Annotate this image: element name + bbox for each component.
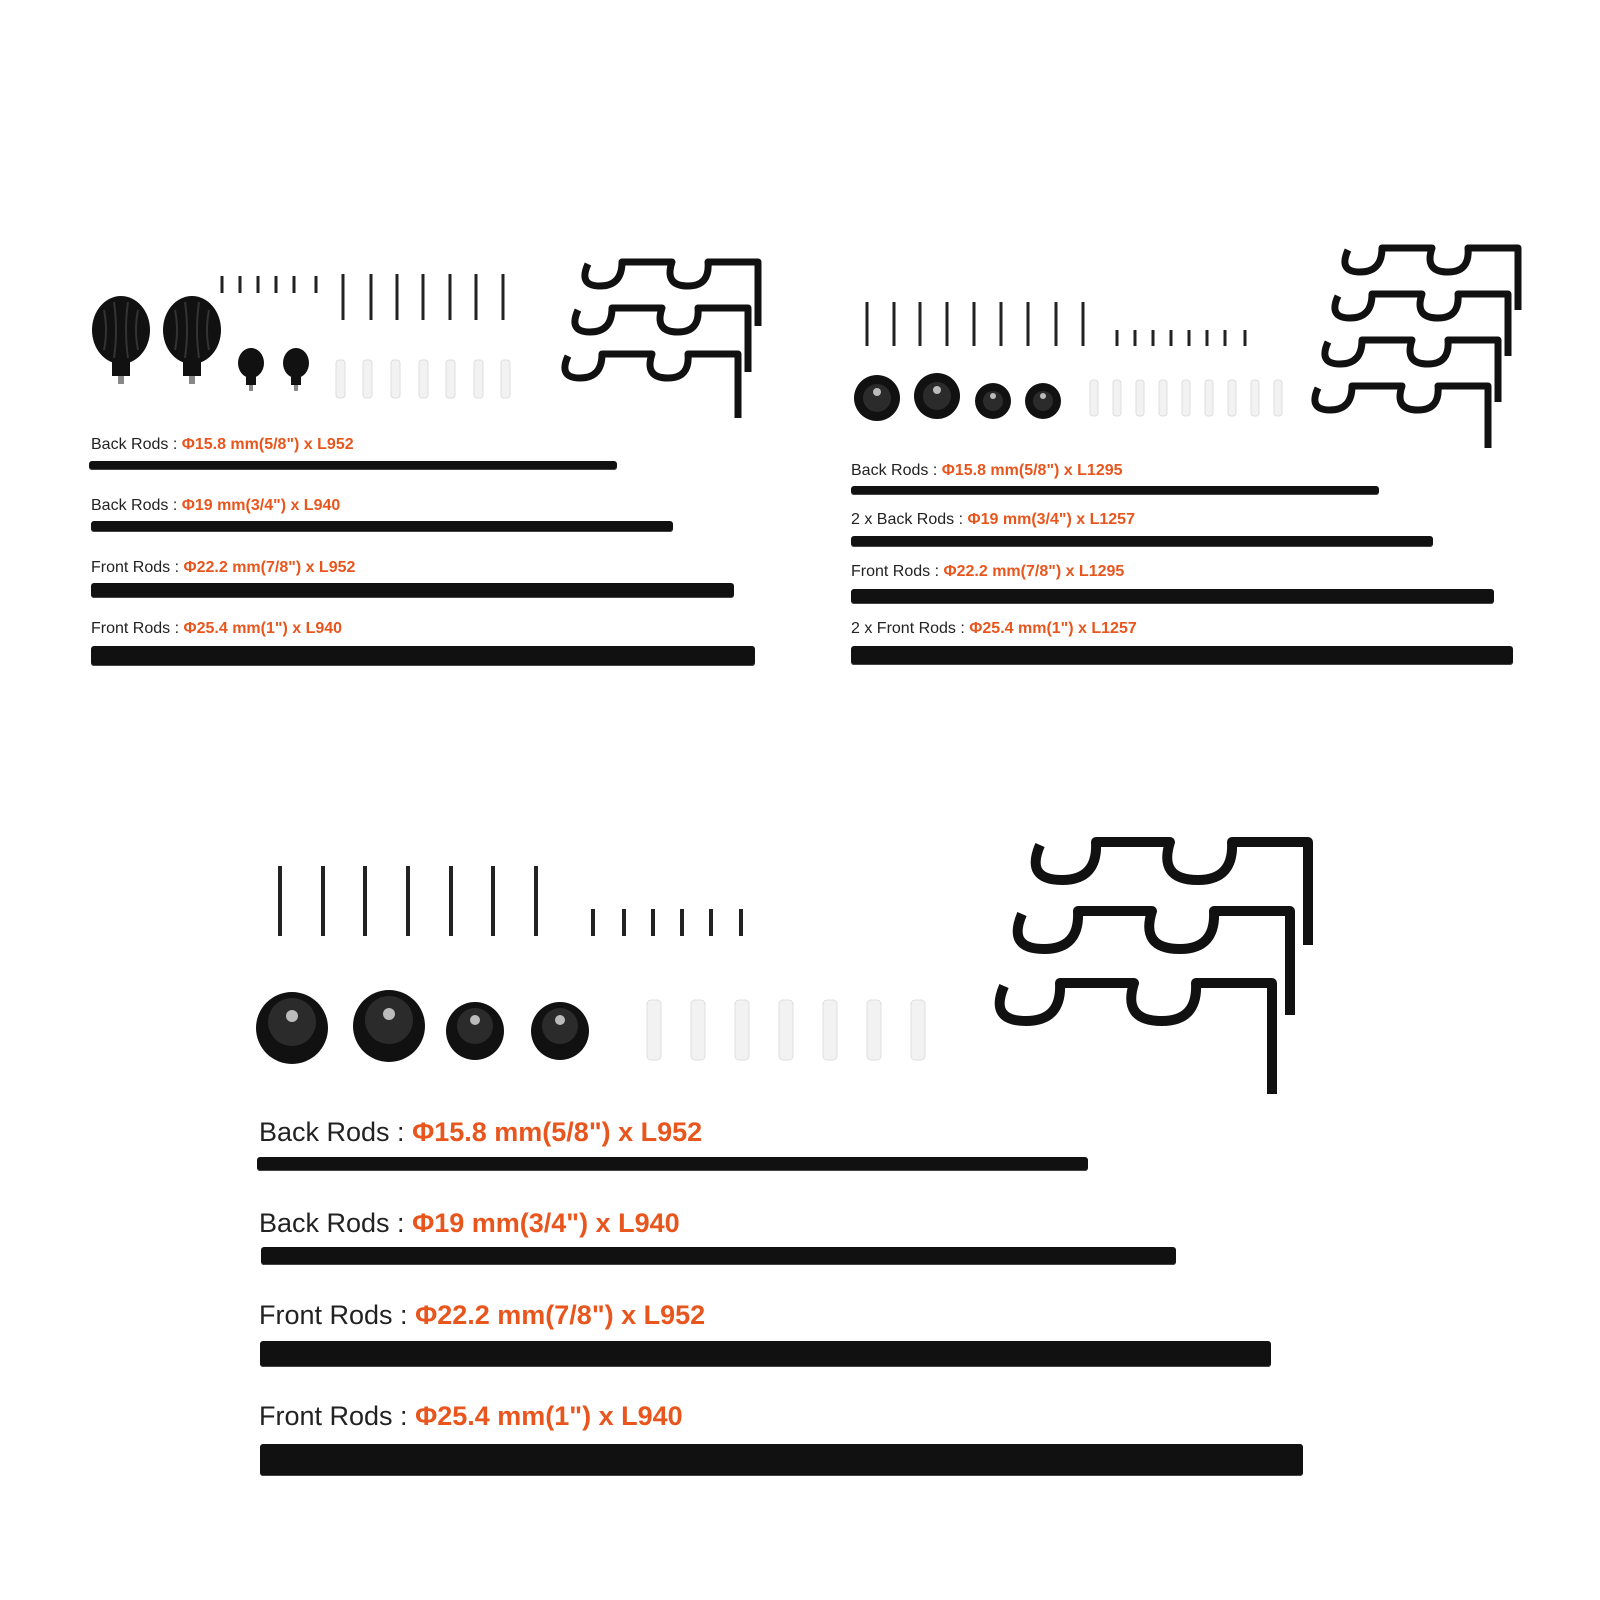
rod-bar (261, 1247, 1176, 1265)
rod-quantity-name: Back Rods : (259, 1208, 413, 1238)
rod-label (259, 1119, 702, 1146)
rod-quantity-name: Front Rods : (851, 563, 944, 580)
rod-quantity-name: Front Rods : (91, 559, 184, 576)
long-screws-icon (280, 866, 536, 936)
double-bracket-icon (1000, 842, 1308, 1094)
rod-spec: Φ15.8 mm(5/8") x L1295 (941, 462, 1123, 479)
rod-quantity-name: 2 x Front Rods : (851, 620, 970, 637)
rod-bar (257, 1157, 1088, 1171)
rod-spec: Φ19 mm(3/4") x L1257 (967, 511, 1135, 528)
rod-quantity-name: 2 x Back Rods : (851, 511, 968, 528)
rod-spec: Φ22.2 mm(7/8") x L952 (415, 1300, 706, 1330)
rod-spec: Φ25.4 mm(1") x L940 (183, 620, 343, 637)
rod-label (259, 1210, 680, 1237)
rod-label (259, 1403, 683, 1430)
rod-spec: Φ19 mm(3/4") x L940 (181, 497, 341, 514)
rod-spec: Φ25.4 mm(1") x L1257 (969, 620, 1137, 637)
rod-spec: Φ25.4 mm(1") x L940 (415, 1401, 683, 1431)
rod-quantity-name: Back Rods : (91, 436, 182, 453)
rod-spec: Φ22.2 mm(7/8") x L952 (183, 559, 356, 576)
rod-bar (260, 1341, 1271, 1367)
rod-quantity-name: Front Rods : (259, 1300, 416, 1330)
rod-label (259, 1302, 705, 1329)
rod-bar (260, 1444, 1303, 1476)
rod-quantity-name: Back Rods : (851, 462, 942, 479)
short-screws-icon (593, 909, 741, 936)
rod-quantity-name: Back Rods : (259, 1117, 413, 1147)
wall-anchors-icon (647, 1000, 925, 1060)
rod-spec: Φ15.8 mm(5/8") x L952 (412, 1117, 703, 1147)
rod-quantity-name: Front Rods : (259, 1401, 416, 1431)
end-cap-icon (256, 990, 589, 1064)
rod-quantity-name: Front Rods : (91, 620, 184, 637)
rod-spec: Φ19 mm(3/4") x L940 (412, 1208, 680, 1238)
rod-quantity-name: Back Rods : (91, 497, 182, 514)
rod-spec: Φ15.8 mm(5/8") x L952 (181, 436, 354, 453)
rod-spec: Φ22.2 mm(7/8") x L1295 (943, 563, 1125, 580)
